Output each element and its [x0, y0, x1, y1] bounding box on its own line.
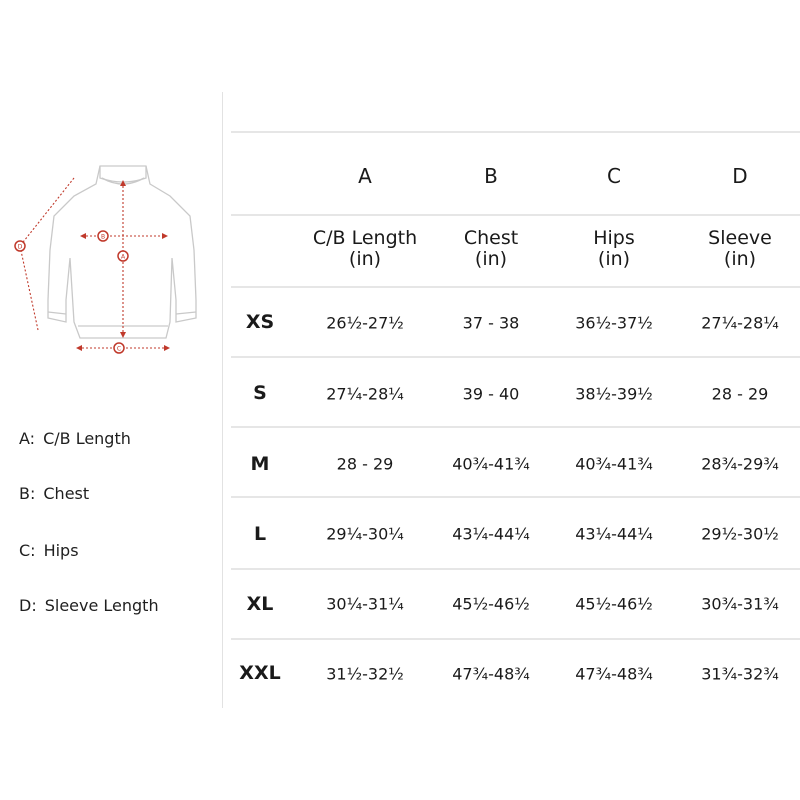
svg-text:C: C [116, 345, 122, 353]
table-cell: 30¼-31¼ [326, 594, 404, 614]
legend-letter: A [19, 429, 30, 448]
table-cell: 40¾-41¾ [452, 454, 530, 474]
table-cell: 28 - 29 [711, 384, 769, 404]
table-cell: 39 - 40 [462, 384, 520, 404]
legend-label: Hips [43, 541, 79, 560]
table-divider [231, 286, 800, 288]
size-label: M [250, 453, 270, 475]
legend-item-d: D: Sleeve Length [19, 596, 159, 615]
column-letter-c: C [607, 164, 621, 188]
table-divider [231, 568, 800, 570]
table-cell: 37 - 38 [462, 313, 520, 333]
svg-text:D: D [17, 243, 23, 251]
column-header-hips: Hips (in) [593, 227, 635, 270]
size-label: S [253, 382, 267, 404]
table-divider [231, 496, 800, 498]
table-cell: 27¼-28¼ [326, 384, 404, 404]
legend-label: Sleeve Length [44, 596, 159, 615]
table-cell: 45½-46½ [452, 594, 530, 614]
legend-item-a: A: C/B Length [19, 429, 131, 448]
table-cell: 31¾-32¾ [701, 664, 779, 684]
column-header-cb-length: C/B Length (in) [312, 227, 418, 270]
marker-d [15, 241, 25, 251]
table-cell: 43¼-44¼ [575, 524, 653, 544]
column-letter-a: A [358, 164, 372, 188]
table-cell: 30¾-31¾ [701, 594, 779, 614]
marker-c [114, 343, 124, 353]
column-header-sleeve: Sleeve (in) [708, 227, 772, 270]
table-cell: 26½-27½ [326, 313, 404, 333]
table-cell: 28¾-29¾ [701, 454, 779, 474]
column-header-chest: Chest (in) [463, 227, 519, 270]
table-divider [231, 356, 800, 358]
marker-b [98, 231, 108, 241]
column-letter-b: B [484, 164, 498, 188]
size-label: XS [245, 311, 275, 333]
measure-lines [17, 178, 168, 348]
legend-label: Chest [43, 484, 90, 503]
size-label: L [253, 523, 267, 545]
legend-letter: C [19, 541, 31, 560]
table-cell: 29¼-30¼ [326, 524, 404, 544]
table-cell: 36½-37½ [575, 313, 653, 333]
table-cell: 31½-32½ [326, 664, 404, 684]
table-cell: 47¾-48¾ [452, 664, 530, 684]
vertical-divider [222, 92, 223, 708]
table-cell: 47¾-48¾ [575, 664, 653, 684]
table-cell: 38½-39½ [575, 384, 653, 404]
legend-letter: B [19, 484, 30, 503]
table-divider [231, 214, 800, 216]
table-divider [231, 426, 800, 428]
size-label: XL [246, 593, 274, 615]
table-cell: 40¾-41¾ [575, 454, 653, 474]
column-letter-d: D [732, 164, 748, 188]
shirt-diagram [0, 150, 210, 360]
table-divider [231, 131, 800, 133]
legend-label: C/B Length [43, 429, 131, 448]
table-cell: 43¼-44¼ [452, 524, 530, 544]
table-cell: 45½-46½ [575, 594, 653, 614]
table-cell: 27¼-28¼ [701, 313, 779, 333]
legend-item-b: B: Chest [19, 484, 90, 503]
svg-text:A: A [120, 253, 126, 261]
legend-letter: D [19, 596, 32, 615]
table-divider [231, 638, 800, 640]
legend-item-c: C: Hips [19, 541, 79, 560]
marker-a [118, 251, 128, 261]
size-label: XXL [239, 662, 281, 684]
svg-text:B: B [100, 233, 106, 241]
table-cell: 28 - 29 [336, 454, 394, 474]
table-cell: 29½-30½ [701, 524, 779, 544]
